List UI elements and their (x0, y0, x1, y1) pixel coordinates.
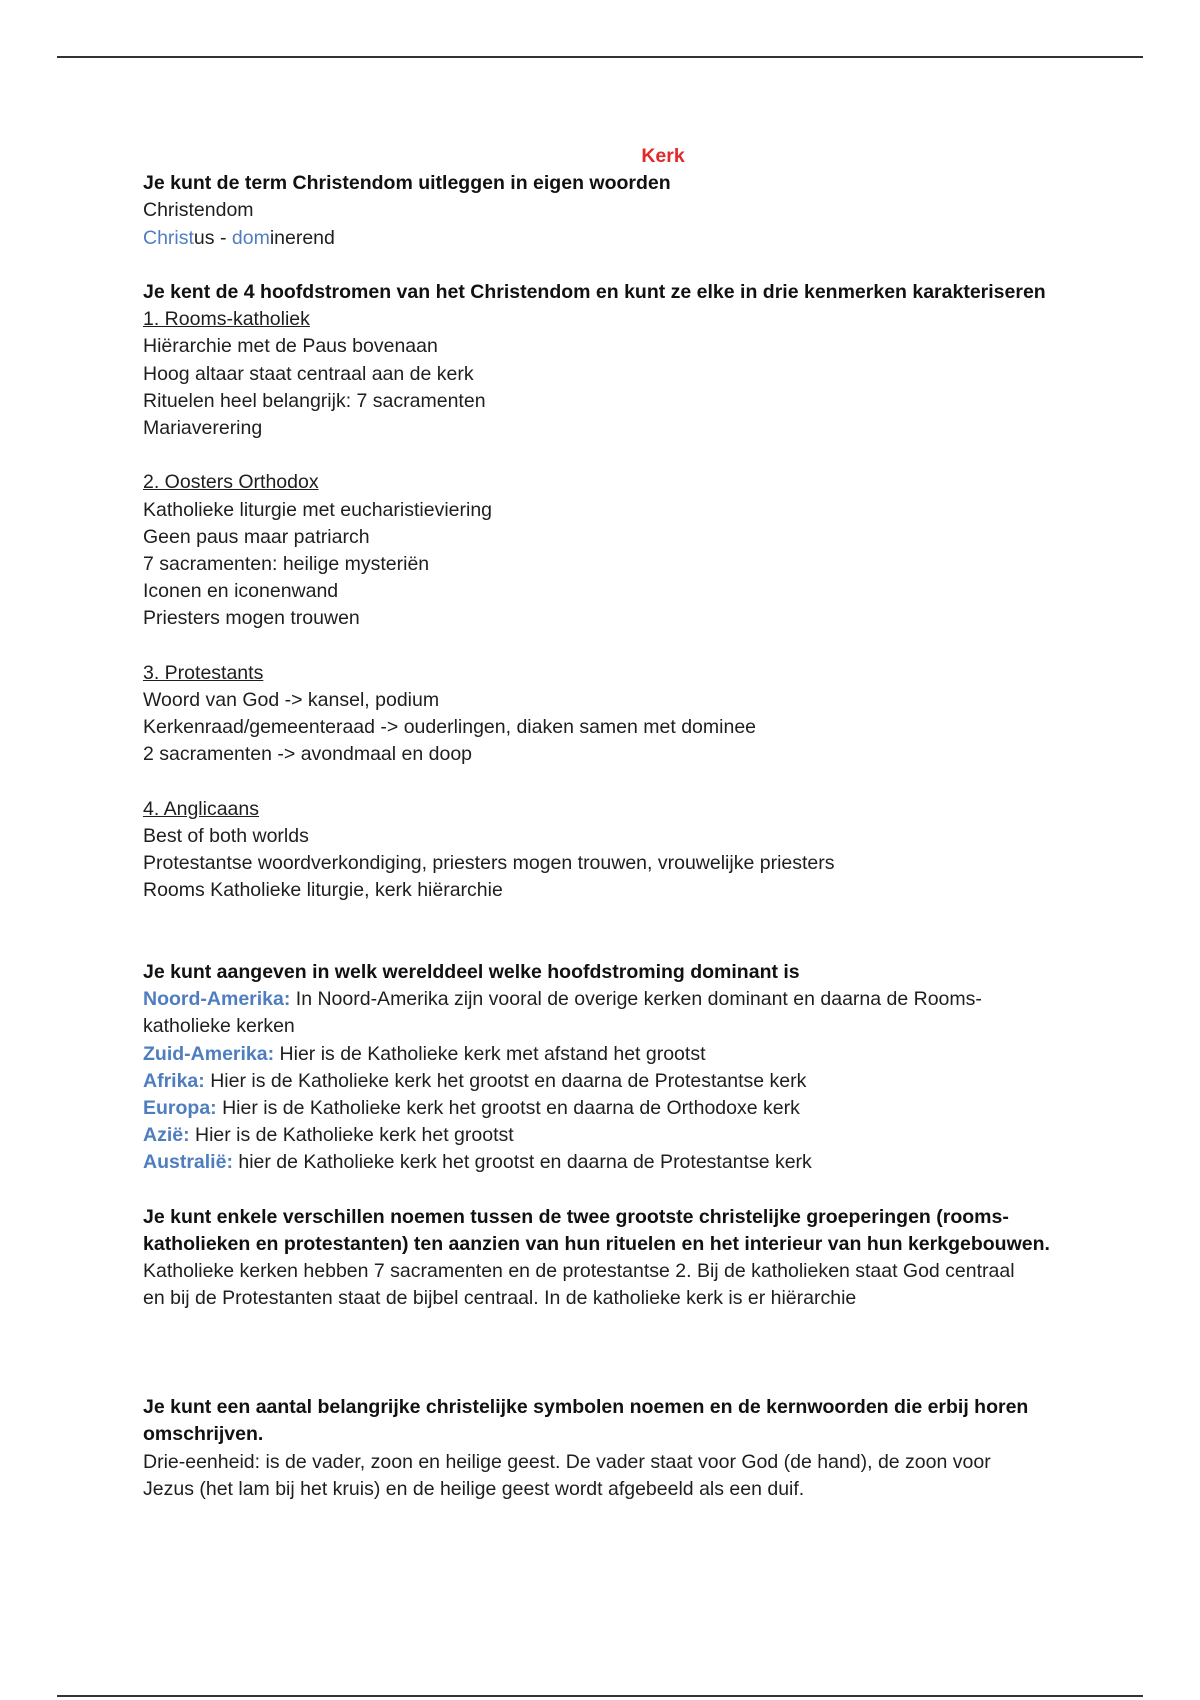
etymology-part: inerend (269, 226, 335, 249)
group-title: 4. Anglicaans (143, 797, 260, 820)
group-title: 3. Protestants (143, 661, 264, 684)
paragraph-line: en bij de Protestanten staat de bijbel centraal. In de katholieke kerk is er hiërarchie (143, 1287, 857, 1310)
region-text: Hier is de Katholieke kerk met afstand het grootst (274, 1042, 706, 1065)
list-item: Protestantse woordverkondiging, priesters mogen trouwen, vrouwelijke priesters (143, 852, 835, 875)
section-heading-hoofdstromen: Je kent de 4 hoofdstromen van het Christendom en kunt ze elke in drie kenmerken karakteriseren (143, 281, 1046, 303)
paragraph-line: Drie-eenheid: is de vader, zoon en heilige geest. De vader staat voor God (de hand), de zoon voor (143, 1450, 991, 1473)
region-row-continued: katholieke kerken (143, 1015, 295, 1038)
region-row (143, 1122, 1063, 1149)
list-item: Woord van God -> kansel, podium (143, 689, 440, 712)
paragraph-line: Katholieke kerken hebben 7 sacramenten en de protestantse 2. Bij de katholieken staat God centraal (143, 1260, 1015, 1283)
region-text: In Noord-Amerika zijn vooral de overige kerken dominant en daarna de Rooms- (290, 988, 982, 1011)
region-row (143, 1149, 1063, 1176)
document-body (143, 143, 1063, 1503)
list-item: Mariaverering (143, 417, 263, 440)
region-text: hier de Katholieke kerk het grootst en daarna de Protestantse kerk (232, 1151, 812, 1174)
etymology-separator: - (214, 226, 232, 249)
list-item: Rooms Katholieke liturgie, kerk hiërarchie (143, 879, 503, 902)
list-item: Priesters mogen trouwen (143, 607, 360, 630)
region-text: Hier is de Katholieke kerk het grootst en daarna de Orthodoxe kerk (216, 1097, 800, 1120)
list-item: Geen paus maar patriarch (143, 525, 370, 548)
list-item: Katholieke liturgie met eucharistieviering (143, 498, 493, 521)
section-heading-verschillen-cont: katholieken en protestanten) ten aanzien van hun rituelen en het interieur van hun kerkgebouwen. (143, 1233, 1050, 1256)
list-item: Hoog altaar staat centraal aan de kerk (143, 362, 474, 385)
region-label: Australië: (143, 1151, 233, 1174)
group-title: 1. Rooms-katholiek (143, 308, 310, 331)
section-heading-verschillen: Je kunt enkele verschillen noemen tussen de twee grootste christelijke groeperingen (rooms- (143, 1205, 1009, 1228)
list-item: 7 sacramenten: heilige mysteriën (143, 553, 430, 576)
list-item: Rituelen heel belangrijk: 7 sacramenten (143, 389, 486, 412)
region-row (143, 986, 1063, 1013)
region-label: Noord-Amerika: (143, 988, 291, 1011)
group-title: 2. Oosters Orthodox (143, 471, 319, 494)
list-item: Hiërarchie met de Paus bovenaan (143, 335, 438, 358)
etymology-part: dom (231, 226, 270, 249)
etymology-part: Christ (143, 226, 194, 249)
region-text: Hier is de Katholieke kerk het grootst en daarna de Protestantse kerk (204, 1069, 807, 1092)
list-item: Kerkenraad/gemeenteraad -> ouderlingen, diaken samen met dominee (143, 716, 757, 739)
document-title: Kerk (641, 145, 685, 167)
paragraph-line: Jezus (het lam bij het kruis) en de heilige geest wordt afgebeeld als een duif. (143, 1477, 805, 1500)
list-item: Iconen en iconenwand (143, 580, 339, 603)
region-label: Afrika: (143, 1069, 205, 1092)
term-etymology (143, 225, 1063, 252)
region-label: Europa: (143, 1097, 217, 1120)
section-heading-symbolen: Je kunt een aantal belangrijke christelijke symbolen noemen en de kernwoorden die erbij horen (143, 1396, 1029, 1419)
region-label: Zuid-Amerika: (143, 1042, 275, 1065)
term-word: Christendom (143, 199, 254, 222)
section-heading-christendom: Je kunt de term Christendom uitleggen in eigen woorden (143, 172, 671, 195)
region-text: Hier is de Katholieke kerk het grootst (189, 1124, 514, 1147)
list-item: Best of both worlds (143, 825, 309, 848)
region-label: Azië: (143, 1124, 190, 1147)
header-rule (57, 56, 1143, 58)
region-row (143, 1095, 1063, 1122)
section-heading-symbolen-cont: omschrijven. (143, 1423, 264, 1446)
region-row (143, 1041, 1063, 1068)
etymology-part: us (193, 226, 215, 249)
section-heading-werelddeel: Je kunt aangeven in welk werelddeel welke hoofdstroming dominant is (143, 961, 800, 984)
footer-rule (57, 1695, 1143, 1697)
list-item: 2 sacramenten -> avondmaal en doop (143, 743, 473, 766)
region-row (143, 1068, 1063, 1095)
